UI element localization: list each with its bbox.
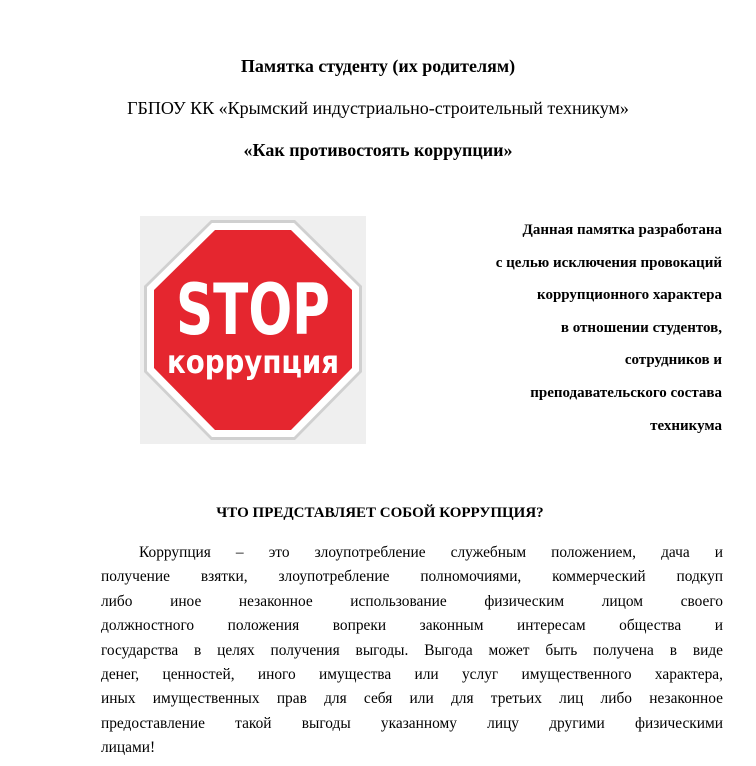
purpose-line: преподавательского состава: [530, 384, 722, 401]
purpose-line: техникума: [650, 417, 722, 434]
section-heading-text: ЧТО ПРЕДСТАВЛЯЕТ СОБОЙ КОРРУПЦИЯ?: [216, 505, 544, 521]
paragraph-line: либо иное незаконное использование физическим лицом своего: [101, 592, 723, 610]
paragraph-line: получение взятки, злоупотребление полномочиями, коммерческий подкуп: [101, 568, 723, 586]
paragraph-line: иных имущественных прав для себя или для третьих лиц либо незаконное: [101, 690, 723, 708]
memo-purpose: [400, 218, 722, 446]
paragraph-line: государства в целях получения выгоды. Выгода может быть получена в виде: [101, 641, 723, 659]
purpose-line: коррупционного характера: [537, 287, 722, 304]
paragraph-line: предоставление такой выгоды указанному лицу другими физическими: [101, 714, 723, 732]
paragraph-line: лицами!: [101, 739, 156, 757]
stop-word: STOP: [176, 269, 330, 351]
purpose-line: в отношении студентов,: [560, 319, 722, 336]
stop-corruption-image: [140, 216, 366, 444]
section-heading: [0, 505, 756, 522]
institution-name: ГБПОУ КК «Крымский индустриально-строительный техникум»: [127, 98, 629, 118]
corruption-definition: [101, 541, 723, 761]
memo-title: Памятка студенту (их родителям): [240, 56, 516, 76]
paragraph-line: Коррупция – это злоупотребление служебным положением, дача и: [139, 544, 723, 561]
paragraph-line: должностного положения вопреки законным интересам общества и: [101, 617, 723, 635]
paragraph-line: денег, ценностей, иного имущества или услуг имущественного характера,: [101, 666, 723, 684]
purpose-line: с целью исключения провокаций: [495, 254, 722, 271]
purpose-line: сотрудников и: [624, 352, 722, 369]
stop-caption: коррупция: [167, 343, 339, 381]
memo-subtitle: «Как противостоять коррупции»: [243, 140, 513, 160]
purpose-line: Данная памятка разработана: [522, 222, 722, 238]
stop-sign-icon: [140, 216, 366, 444]
